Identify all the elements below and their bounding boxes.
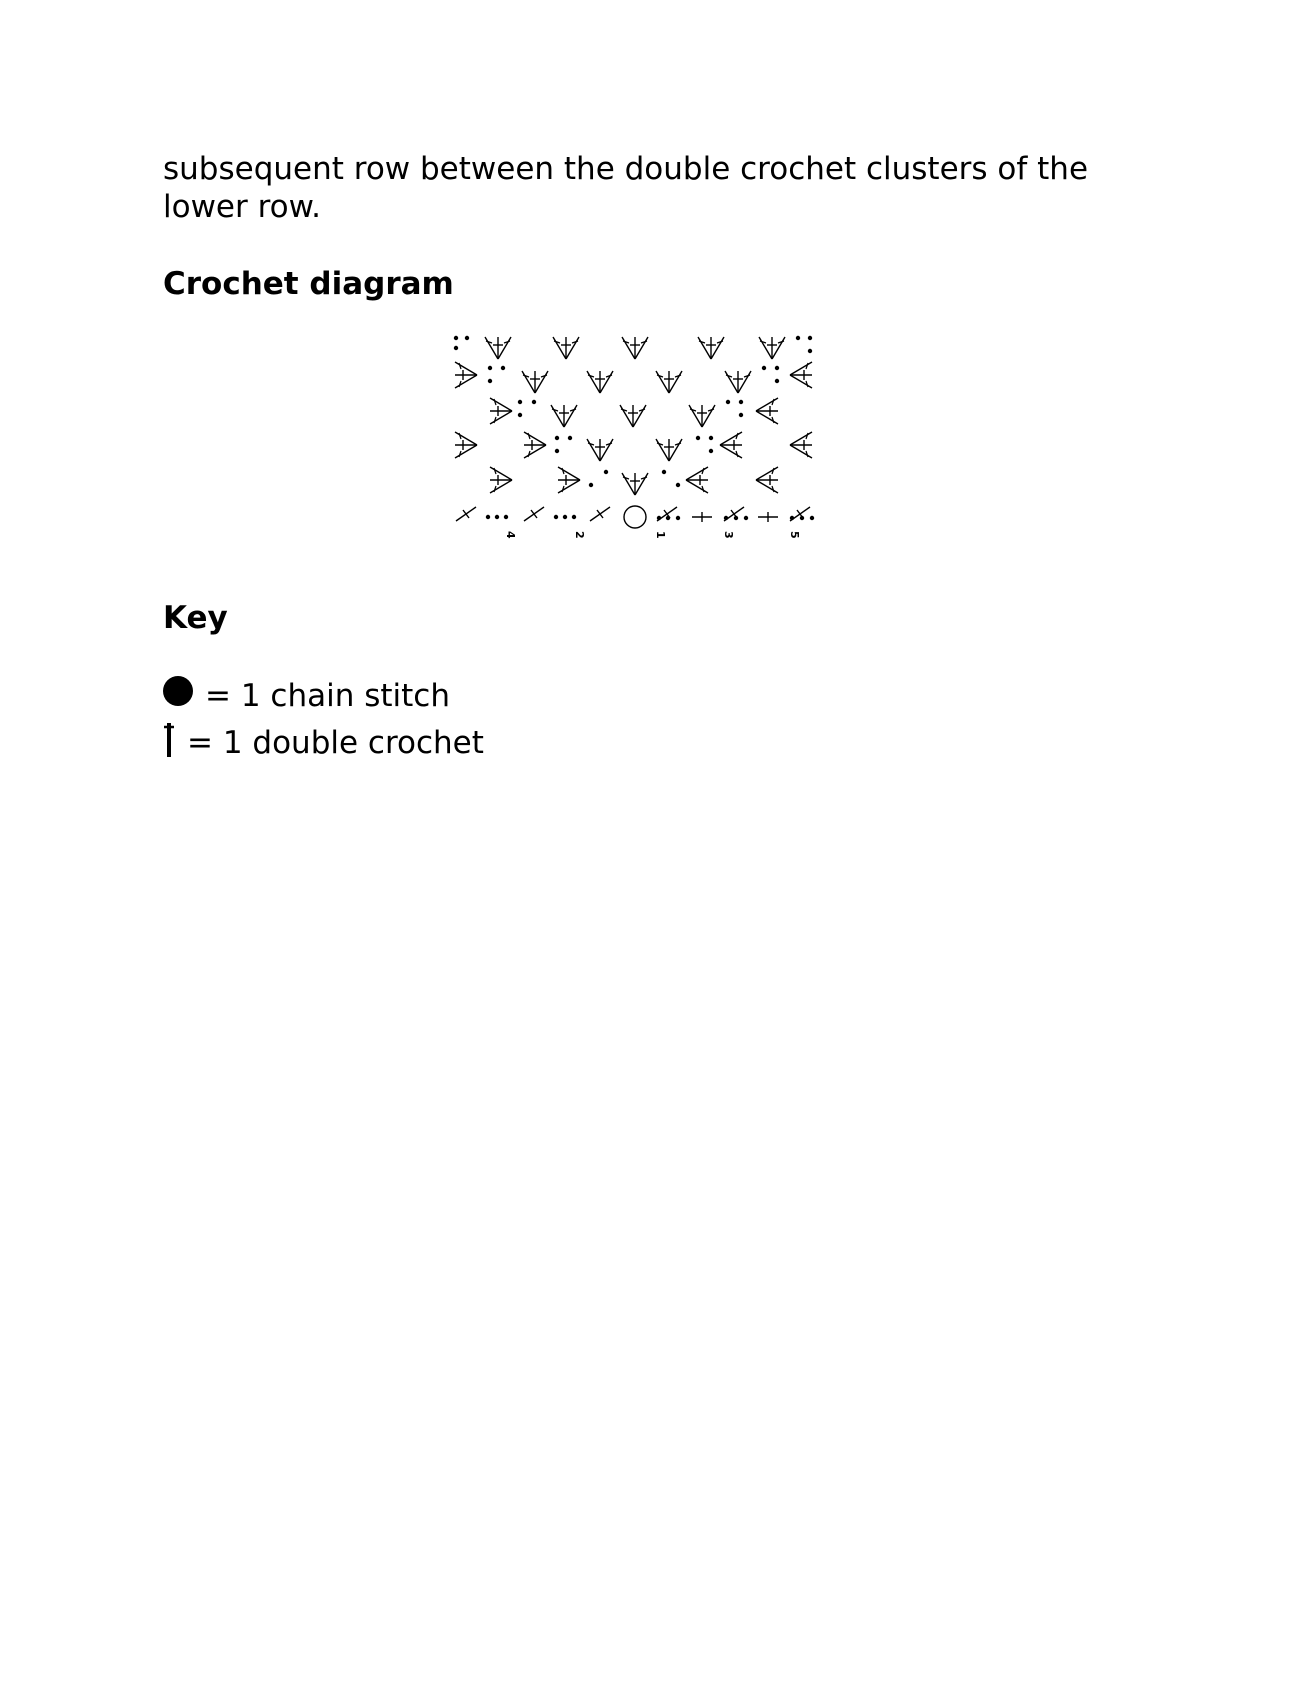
row-label-3: 3 <box>722 531 735 539</box>
diagram-row-foundation <box>456 506 814 528</box>
intro-paragraph: subsequent row between the double crochet clusters of the lower row. <box>163 151 1089 225</box>
key-item-chain <box>163 676 450 716</box>
diagram-row-5 <box>490 467 778 495</box>
diagram-row-3 <box>490 398 778 427</box>
key-item-double-crochet <box>163 723 484 763</box>
diagram-row-top <box>454 336 812 359</box>
diagram-heading: Crochet diagram <box>163 266 454 302</box>
magic-ring <box>624 506 646 528</box>
key-dc-text: = 1 double crochet <box>187 725 484 761</box>
row-label-4: 4 <box>504 531 517 539</box>
row-label-2: 2 <box>573 531 586 539</box>
diagram-row-4 <box>455 432 812 461</box>
crochet-diagram <box>452 335 852 555</box>
key-chain-text: = 1 chain stitch <box>205 678 450 714</box>
key-heading: Key <box>163 600 228 636</box>
row-label-5: 5 <box>788 531 801 539</box>
diagram-row-2 <box>455 362 812 393</box>
row-label-1: 1 <box>654 531 667 539</box>
chain-stitch-icon <box>163 676 193 706</box>
double-crochet-icon <box>163 721 175 757</box>
